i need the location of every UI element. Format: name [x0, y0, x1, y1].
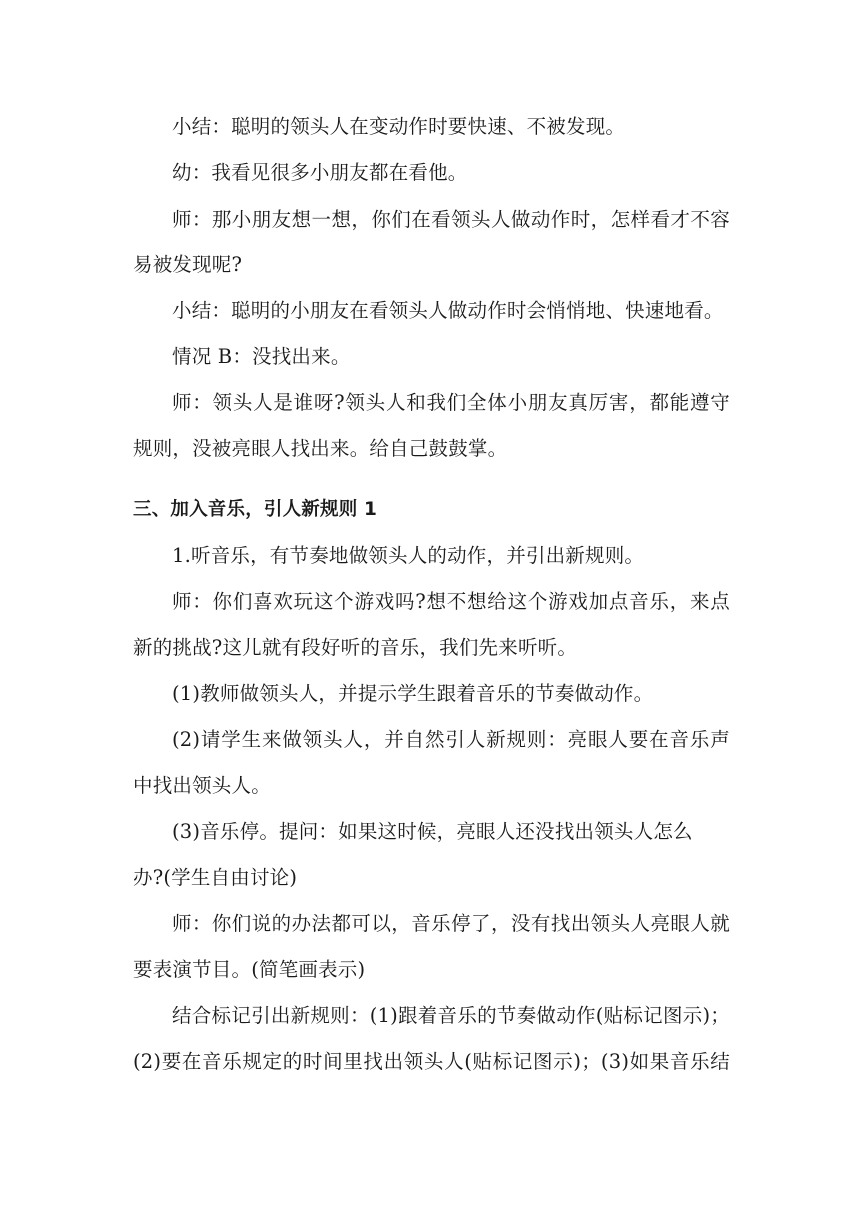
paragraph-summary-children: 小结：聪明的小朋友在看领头人做动作时会悄悄地、快速地看。 [172, 299, 724, 322]
paragraph-new-rules-line2: (2)要在音乐规定的时间里找出领头人(贴标记图示)；(3)如果音乐结 [133, 1050, 730, 1073]
section-heading-music: 三、加入音乐，引人新规则 1 [133, 499, 378, 520]
paragraph-item-1: (1)教师做领头人，并提示学生跟着音乐的节奏做动作。 [172, 682, 654, 705]
paragraph-item-2-line2: 中找出领头人。 [133, 774, 271, 797]
paragraph-teacher-perform-line1: 师：你们说的办法都可以，音乐停了，没有找出领头人亮眼人就 [172, 912, 730, 935]
paragraph-item-3-line1: (3)音乐停。提问：如果这时候，亮眼人还没找出领头人怎么 [172, 820, 693, 843]
paragraph-step-1: 1.听音乐，有节奏地做领头人的动作，并引出新规则。 [172, 544, 645, 567]
paragraph-teacher-question-line2: 易被发现呢? [133, 253, 243, 276]
paragraph-teacher-music-line1: 师：你们喜欢玩这个游戏吗?想不想给这个游戏加点音乐，来点 [172, 590, 730, 613]
paragraph-new-rules-line1: 结合标记引出新规则：(1)跟着音乐的节奏做动作(贴标记图示)； [172, 1004, 730, 1027]
paragraph-teacher-praise-line2: 规则，没被亮眼人找出来。给自己鼓鼓掌。 [133, 437, 508, 460]
paragraph-item-2-line1: (2)请学生来做领头人，并自然引人新规则：亮眼人要在音乐声 [172, 728, 730, 751]
paragraph-item-3-line2: 办?(学生自由讨论) [133, 866, 298, 889]
paragraph-teacher-praise-line1: 师：领头人是谁呀?领头人和我们全体小朋友真厉害，都能遵守 [172, 391, 730, 414]
paragraph-teacher-question-line1: 师：那小朋友想一想，你们在看领头人做动作时，怎样看才不容 [172, 208, 730, 231]
paragraph-summary-leader: 小结：聪明的领头人在变动作时要快速、不被发现。 [172, 115, 626, 138]
paragraph-teacher-music-line2: 新的挑战?这儿就有段好听的音乐，我们先来听听。 [133, 636, 578, 659]
paragraph-case-b: 情况 B：没找出来。 [172, 345, 351, 368]
paragraph-teacher-perform-line2: 要表演节目。(简笔画表示) [133, 958, 366, 981]
paragraph-child-observation: 幼：我看见很多小朋友都在看他。 [172, 161, 468, 184]
